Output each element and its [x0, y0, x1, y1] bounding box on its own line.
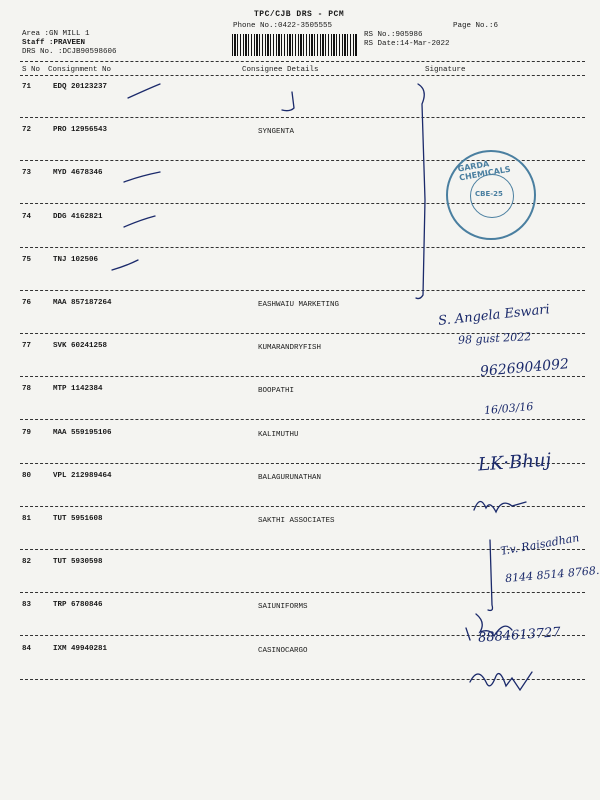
row-sno: 80: [22, 472, 32, 480]
row-sno: 81: [22, 515, 32, 523]
row-consignment-no: EDQ 20123237: [53, 83, 108, 91]
staff-label: Staff :PRAVEEN: [22, 39, 86, 47]
row-sno: 72: [22, 126, 32, 134]
signature-79: LK·Bhuj: [477, 449, 552, 476]
stamp-text: GARDA CHEMICALS: [457, 159, 512, 183]
row-consignment-no: SVK 60241258: [53, 342, 108, 350]
phone-number: Phone No.:0422-3505555: [233, 22, 333, 30]
row-consignee: BOOPATHI: [258, 387, 295, 395]
rs-date: RS Date:14-Mar-2022: [364, 40, 450, 48]
column-consignment: Consignment No: [48, 66, 112, 74]
rs-number: RS No.:905986: [364, 31, 423, 39]
row-sno: 84: [22, 645, 32, 653]
signature-81-name: T.v. Raisadhan: [499, 531, 581, 558]
signature-76-name: S. Angela Eswari: [437, 302, 551, 329]
row-consignment-no: IXM 49940281: [53, 645, 108, 653]
signature-83-phone: 8884613727: [477, 625, 562, 646]
signature-scribble: [470, 672, 532, 690]
tick-mark: [124, 172, 160, 182]
document-title: TPC/CJB DRS - PCM: [254, 10, 345, 19]
signature-81-phone: 8144 8514 8768.: [504, 563, 600, 586]
column-sno: S No: [22, 66, 41, 74]
signature-76-date: 98 gust 2022: [457, 330, 532, 347]
row-consignment-no: MTP 1142384: [53, 385, 103, 393]
row-consignment-no: VPL 212989464: [53, 472, 112, 480]
signature-77-phone: 9626904092: [479, 356, 570, 380]
bracket-mark: [488, 540, 493, 610]
row-sno: 77: [22, 342, 32, 350]
row-sno: 73: [22, 169, 32, 177]
row-consignee: CASINOCARGO: [258, 647, 308, 655]
row-sno: 75: [22, 256, 32, 264]
row-consignment-no: MYD 4678346: [53, 169, 103, 177]
row-consignment-no: TUT 5951608: [53, 515, 103, 523]
area-label: Area :GN MILL 1: [22, 30, 90, 38]
row-sno: 78: [22, 385, 32, 393]
tick-mark: [128, 84, 160, 98]
tick-mark: [282, 92, 294, 111]
row-consignee: KUMARANDRYFISH: [258, 344, 322, 352]
row-consignment-no: MAA 559195106: [53, 429, 112, 437]
row-consignee: SAIUNIFORMS: [258, 603, 308, 611]
row-consignment-no: PRO 12956543: [53, 126, 108, 134]
stamp-code: CBE-25: [475, 190, 503, 198]
row-consignment-no: MAA 857187264: [53, 299, 112, 307]
row-consignee: SAKTHI ASSOCIATES: [258, 517, 335, 525]
row-sno: 76: [22, 299, 32, 307]
row-consignee: KALIMUTHU: [258, 431, 299, 439]
signature-scribble: [474, 501, 526, 512]
row-sno: 83: [22, 601, 32, 609]
tick-mark: [124, 216, 155, 227]
bracket-mark: [416, 84, 425, 299]
row-sno: 79: [22, 429, 32, 437]
row-sno: 82: [22, 558, 32, 566]
row-consignee: SYNGENTA: [258, 128, 295, 136]
row-consignment-no: TNJ 102506: [53, 256, 99, 264]
drs-number: DRS No. :DCJB90598606: [22, 48, 117, 56]
signature-78: 16/03/16: [483, 399, 534, 418]
column-signature: Signature: [425, 66, 466, 74]
tick-mark: [112, 260, 138, 270]
row-sno: 71: [22, 83, 32, 91]
row-consignee: EASHWAIU MARKETING: [258, 301, 340, 309]
column-consignee: Consignee Details: [242, 66, 319, 74]
row-consignee: BALAGURUNATHAN: [258, 474, 322, 482]
page-number: Page No.:6: [453, 22, 499, 30]
row-consignment-no: TUT 5930598: [53, 558, 103, 566]
row-sno: 74: [22, 213, 32, 221]
row-consignment-no: DDG 4162821: [53, 213, 103, 221]
row-consignment-no: TRP 6780846: [53, 601, 103, 609]
